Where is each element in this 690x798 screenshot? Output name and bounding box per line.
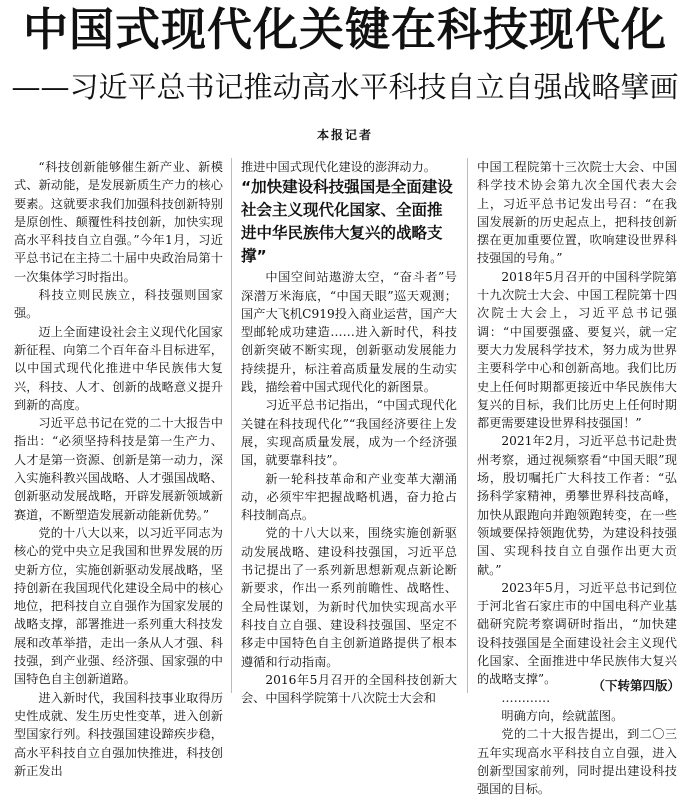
column-divider [467,158,468,693]
subheadline: ——习近平总书记推动高水平科技自立自强战略擘画 [11,70,679,104]
paragraph: 2023年5月，习近平总书记到位于河北省石家庄市的中国电科产业基础研究院考察调研时指出，“加快建设科技强国是全面建设社会主义现代化国家、全面推进中华民族伟大复兴的战略支撑”。 [477,580,677,687]
paragraph: 明确方向，绘就蓝图。 [501,708,624,723]
paragraph: 2018年5月召开的中国科学院第十九次院士大会、中国工程院第十四次院士大会上，习近平总书记强调：“中国要强盛、要复兴，就一定要大力发展科学技术，努力成为世界主要科学中心和创新高地。我们比历史上任何时期都更接近中华民族伟大复兴的目标，我们比历史上任何时期都更需要建设世界科技强国！” [477,269,677,431]
ellipsis: ………… [501,690,551,705]
paragraph: 习近平总书记指出，“中国式现代化关键在科技现代化”“我国经济要往上发展，实现高质量发展，成为一个经济强国，就要靠科技”。 [241,398,457,468]
headline: 中国式现代化关键在科技现代化 [22,3,667,56]
paragraph: 中国工程院第十三次院士大会、中国科学技术协会第九次全国代表大会上，习近平总书记发出号召：“在我国发展新的历史起点上，把科技创新摆在更加重要位置，吹响建设世界科技强国的号角。” [477,160,677,266]
paragraph: 2021年2月，习近平总书记赴贵州考察，通过视频察看“中国天眼”现场，殷切嘱托广大科技工作者：“弘扬科学家精神，勇攀世界科技高峰，加快从跟跑向并跑领跑转变，在一些领域要保持领跑优势，为建设科技强国、实现科技自立自强作出更大贡献。” [477,434,677,577]
byline: 本报记者 [316,128,373,142]
paragraph: 党的十八大以来，以习近平同志为核心的党中央立足我国和世界发展的历史新方位，实施创新驱动发展战略，坚持创新在我国现代化建设全局中的核心地位，把科技自立自强作为国家发展的战略支撑，部署推进一系列重大科技发展和改革举措，走出一条从人才强、科技强，到产业强、经济强、国家强的中国特色自主创新道路。 [14,525,223,687]
pull-quote: “加快建设科技强国是全面建设社会主义现代化国家、全面推进中华民族伟大复兴的战略支撑” [241,178,453,266]
paragraph: 推进中国式现代化建设的澎湃动力。 [241,160,436,174]
paragraph: “科技创新能够催生新产业、新模式、新动能，是发展新质生产力的核心要素。这就要求我们加强科技创新特别是原创性、颠覆性科技创新，加快实现高水平科技自立自强。”今年1月，习近平总书记在主持二十届中央政治局第十一次集体学习时指出。 [14,160,223,284]
continued-notice: （下转第四版） [592,678,680,693]
article-column-2 [241,158,457,706]
paragraph: 党的二十大报告提出，到二〇三五年实现高水平科技自立自强，进入创新型国家前列，同时提出建设科技强国的目标。 [477,727,677,797]
paragraph: 进入新时代，我国科技事业取得历史性成就、发生历史性变革，进入创新型国家行列。科技强国建设蹄疾步稳，高水平科技自立自强加快推进，科技创新正发出 [14,690,223,778]
paragraph: 科技立则民族立，科技强则国家强。 [14,288,223,321]
article-column-1 [14,158,223,778]
column-divider [231,158,232,693]
paragraph: 2016年5月召开的全国科技创新大会、中国科学院第十八次院士大会和 [241,672,457,706]
paragraph: 迈上全面建设社会主义现代化国家新征程、向第二个百年奋斗目标进军，以中国式现代化推进中华民族伟大复兴，科技、人才、创新的战略意义提升到新的高度。 [14,324,223,412]
paragraph: 新一轮科技革命和产业变革大潮涌动，必须牢牢把握战略机遇，奋力抢占科技制高点。 [241,471,457,523]
paragraph: 党的十八大以来，围绕实施创新驱动发展战略、建设科技强国，习近平总书记提出了一系列新思想新观点新论断新要求，作出一系列前瞻性、战略性、全局性谋划，为新时代加快实现高水平科技自立自强、建设科技强国、坚定不移走中国特色自主创新道路提供了根本遵循和行动指南。 [241,526,457,669]
paragraph: 习近平总书记在党的二十大报告中指出：“必须坚持科技是第一生产力、人才是第一资源、创新是第一动力，深入实施科教兴国战略、人才强国战略、创新驱动发展战略，开辟发展新领域新赛道，不断塑造发展新动能新优势。” [14,416,223,522]
paragraph: 中国空间站遨游太空，“奋斗者”号深潜万米海底，“中国天眼”巡天观测；国产大飞机C919投入商业运营，国产大型邮轮成功建造……进入新时代，科技创新突破不断实现，创新驱动发展能力持续提升，标注着高质量发展的生动实践，描绘着中国式现代化的新图景。 [241,270,457,395]
